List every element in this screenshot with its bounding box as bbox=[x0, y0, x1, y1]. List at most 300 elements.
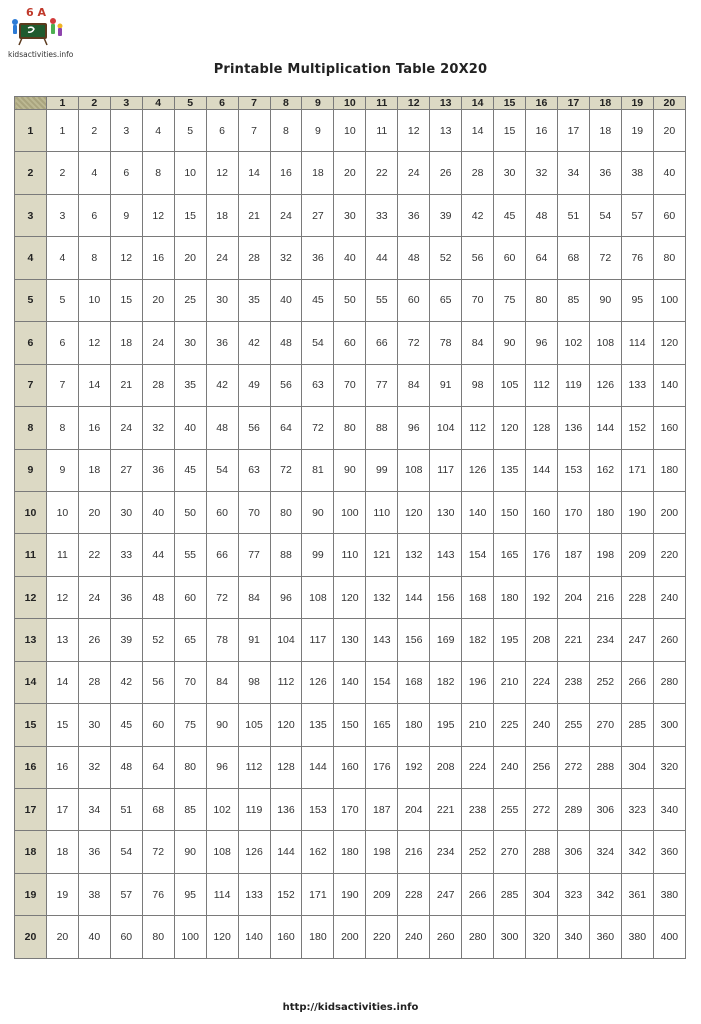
table-cell: 8 bbox=[46, 407, 78, 449]
table-cell: 220 bbox=[653, 534, 685, 576]
table-cell: 144 bbox=[302, 746, 334, 788]
table-cell: 60 bbox=[334, 322, 366, 364]
table-cell: 182 bbox=[430, 661, 462, 703]
table-cell: 144 bbox=[270, 831, 302, 873]
table-cell: 8 bbox=[78, 237, 110, 279]
table-cell: 2 bbox=[46, 152, 78, 194]
table-cell: 323 bbox=[621, 789, 653, 831]
table-cell: 32 bbox=[270, 237, 302, 279]
table-cell: 40 bbox=[334, 237, 366, 279]
table-cell: 171 bbox=[302, 873, 334, 915]
table-cell: 209 bbox=[366, 873, 398, 915]
table-cell: 144 bbox=[526, 449, 558, 491]
table-cell: 180 bbox=[334, 831, 366, 873]
table-cell: 84 bbox=[238, 576, 270, 618]
table-cell: 16 bbox=[526, 110, 558, 152]
table-cell: 27 bbox=[302, 194, 334, 236]
table-row bbox=[15, 237, 686, 279]
table-cell: 136 bbox=[557, 407, 589, 449]
table-cell: 99 bbox=[366, 449, 398, 491]
column-header: 20 bbox=[653, 97, 685, 110]
table-cell: 153 bbox=[302, 789, 334, 831]
table-cell: 60 bbox=[398, 279, 430, 321]
page-title: Printable Multiplication Table 20X20 bbox=[213, 62, 488, 77]
table-cell: 361 bbox=[621, 873, 653, 915]
table-cell: 360 bbox=[653, 831, 685, 873]
row-header: 19 bbox=[15, 873, 47, 915]
table-cell: 360 bbox=[589, 916, 621, 959]
table-cell: 200 bbox=[334, 916, 366, 959]
table-cell: 100 bbox=[174, 916, 206, 959]
table-cell: 252 bbox=[589, 661, 621, 703]
table-cell: 228 bbox=[398, 873, 430, 915]
table-cell: 14 bbox=[46, 661, 78, 703]
table-cell: 150 bbox=[494, 491, 526, 533]
table-row bbox=[15, 449, 686, 491]
table-row bbox=[15, 194, 686, 236]
table-cell: 49 bbox=[238, 364, 270, 406]
table-cell: 135 bbox=[494, 449, 526, 491]
table-cell: 270 bbox=[589, 704, 621, 746]
table-cell: 36 bbox=[142, 449, 174, 491]
table-cell: 200 bbox=[653, 491, 685, 533]
table-cell: 98 bbox=[462, 364, 494, 406]
row-header: 3 bbox=[15, 194, 47, 236]
table-cell: 45 bbox=[110, 704, 142, 746]
table-cell: 24 bbox=[270, 194, 302, 236]
table-row bbox=[15, 279, 686, 321]
table-cell: 63 bbox=[238, 449, 270, 491]
table-cell: 306 bbox=[589, 789, 621, 831]
table-cell: 95 bbox=[174, 873, 206, 915]
table-cell: 64 bbox=[526, 237, 558, 279]
table-cell: 160 bbox=[270, 916, 302, 959]
table-cell: 60 bbox=[494, 237, 526, 279]
column-header: 1 bbox=[46, 97, 78, 110]
table-cell: 3 bbox=[46, 194, 78, 236]
table-cell: 1 bbox=[46, 110, 78, 152]
table-cell: 234 bbox=[430, 831, 462, 873]
table-cell: 171 bbox=[621, 449, 653, 491]
table-cell: 285 bbox=[494, 873, 526, 915]
row-header: 10 bbox=[15, 491, 47, 533]
table-cell: 16 bbox=[270, 152, 302, 194]
table-cell: 98 bbox=[238, 661, 270, 703]
table-cell: 42 bbox=[110, 661, 142, 703]
table-cell: 300 bbox=[494, 916, 526, 959]
table-cell: 136 bbox=[270, 789, 302, 831]
table-cell: 12 bbox=[398, 110, 430, 152]
site-logo[interactable] bbox=[8, 4, 78, 60]
table-cell: 12 bbox=[110, 237, 142, 279]
column-header: 11 bbox=[366, 97, 398, 110]
table-cell: 17 bbox=[557, 110, 589, 152]
table-cell: 228 bbox=[621, 576, 653, 618]
table-cell: 288 bbox=[526, 831, 558, 873]
table-cell: 210 bbox=[462, 704, 494, 746]
table-row bbox=[15, 916, 686, 959]
table-cell: 182 bbox=[462, 619, 494, 661]
corner-cell bbox=[15, 97, 47, 110]
table-cell: 255 bbox=[494, 789, 526, 831]
table-cell: 304 bbox=[526, 873, 558, 915]
table-cell: 6 bbox=[46, 322, 78, 364]
table-cell: 85 bbox=[557, 279, 589, 321]
table-cell: 102 bbox=[206, 789, 238, 831]
table-cell: 19 bbox=[621, 110, 653, 152]
table-cell: 108 bbox=[589, 322, 621, 364]
table-cell: 120 bbox=[398, 491, 430, 533]
table-cell: 56 bbox=[142, 661, 174, 703]
table-cell: 105 bbox=[238, 704, 270, 746]
table-cell: 119 bbox=[557, 364, 589, 406]
table-cell: 255 bbox=[557, 704, 589, 746]
table-row bbox=[15, 789, 686, 831]
table-row bbox=[15, 831, 686, 873]
table-cell: 28 bbox=[142, 364, 174, 406]
table-cell: 36 bbox=[302, 237, 334, 279]
table-cell: 225 bbox=[494, 704, 526, 746]
column-header: 8 bbox=[270, 97, 302, 110]
table-cell: 320 bbox=[526, 916, 558, 959]
table-cell: 247 bbox=[621, 619, 653, 661]
table-cell: 40 bbox=[78, 916, 110, 959]
table-cell: 18 bbox=[302, 152, 334, 194]
table-cell: 30 bbox=[334, 194, 366, 236]
table-row bbox=[15, 322, 686, 364]
table-cell: 208 bbox=[526, 619, 558, 661]
table-cell: 128 bbox=[526, 407, 558, 449]
table-cell: 88 bbox=[366, 407, 398, 449]
row-header: 13 bbox=[15, 619, 47, 661]
table-cell: 2 bbox=[78, 110, 110, 152]
row-header: 16 bbox=[15, 746, 47, 788]
table-row bbox=[15, 576, 686, 618]
table-cell: 63 bbox=[302, 364, 334, 406]
table-cell: 117 bbox=[302, 619, 334, 661]
column-header: 9 bbox=[302, 97, 334, 110]
table-cell: 16 bbox=[142, 237, 174, 279]
table-cell: 160 bbox=[526, 491, 558, 533]
table-cell: 40 bbox=[174, 407, 206, 449]
row-header: 2 bbox=[15, 152, 47, 194]
table-cell: 18 bbox=[110, 322, 142, 364]
table-cell: 90 bbox=[174, 831, 206, 873]
table-cell: 10 bbox=[46, 491, 78, 533]
table-cell: 110 bbox=[366, 491, 398, 533]
table-cell: 180 bbox=[302, 916, 334, 959]
table-cell: 56 bbox=[270, 364, 302, 406]
table-cell: 221 bbox=[430, 789, 462, 831]
table-cell: 114 bbox=[621, 322, 653, 364]
table-cell: 64 bbox=[142, 746, 174, 788]
table-cell: 24 bbox=[206, 237, 238, 279]
table-cell: 80 bbox=[174, 746, 206, 788]
table-cell: 90 bbox=[494, 322, 526, 364]
table-cell: 187 bbox=[366, 789, 398, 831]
table-cell: 7 bbox=[46, 364, 78, 406]
table-cell: 144 bbox=[589, 407, 621, 449]
table-cell: 204 bbox=[557, 576, 589, 618]
table-cell: 120 bbox=[270, 704, 302, 746]
table-cell: 180 bbox=[494, 576, 526, 618]
table-cell: 80 bbox=[334, 407, 366, 449]
table-cell: 84 bbox=[462, 322, 494, 364]
table-cell: 100 bbox=[334, 491, 366, 533]
table-cell: 234 bbox=[589, 619, 621, 661]
column-header: 15 bbox=[494, 97, 526, 110]
table-cell: 18 bbox=[206, 194, 238, 236]
table-cell: 54 bbox=[589, 194, 621, 236]
table-cell: 152 bbox=[270, 873, 302, 915]
column-header: 12 bbox=[398, 97, 430, 110]
table-cell: 216 bbox=[589, 576, 621, 618]
table-cell: 19 bbox=[46, 873, 78, 915]
table-cell: 54 bbox=[110, 831, 142, 873]
table-cell: 240 bbox=[653, 576, 685, 618]
table-cell: 30 bbox=[78, 704, 110, 746]
table-cell: 120 bbox=[206, 916, 238, 959]
table-cell: 48 bbox=[206, 407, 238, 449]
table-cell: 76 bbox=[621, 237, 653, 279]
table-cell: 14 bbox=[238, 152, 270, 194]
column-header: 7 bbox=[238, 97, 270, 110]
table-cell: 95 bbox=[621, 279, 653, 321]
table-cell: 15 bbox=[174, 194, 206, 236]
table-cell: 153 bbox=[557, 449, 589, 491]
column-header: 16 bbox=[526, 97, 558, 110]
row-header: 20 bbox=[15, 916, 47, 959]
table-row bbox=[15, 407, 686, 449]
table-cell: 20 bbox=[334, 152, 366, 194]
table-cell: 56 bbox=[462, 237, 494, 279]
table-cell: 342 bbox=[621, 831, 653, 873]
table-body bbox=[15, 110, 686, 959]
table-cell: 24 bbox=[78, 576, 110, 618]
table-cell: 17 bbox=[46, 789, 78, 831]
table-cell: 4 bbox=[46, 237, 78, 279]
table-cell: 208 bbox=[430, 746, 462, 788]
table-row bbox=[15, 619, 686, 661]
table-cell: 324 bbox=[589, 831, 621, 873]
table-cell: 80 bbox=[142, 916, 174, 959]
table-cell: 32 bbox=[526, 152, 558, 194]
table-cell: 18 bbox=[78, 449, 110, 491]
table-cell: 27 bbox=[110, 449, 142, 491]
table-cell: 9 bbox=[302, 110, 334, 152]
table-row bbox=[15, 873, 686, 915]
column-header: 3 bbox=[110, 97, 142, 110]
table-cell: 238 bbox=[462, 789, 494, 831]
table-cell: 96 bbox=[206, 746, 238, 788]
table-cell: 220 bbox=[366, 916, 398, 959]
table-cell: 180 bbox=[398, 704, 430, 746]
table-cell: 60 bbox=[174, 576, 206, 618]
row-header: 12 bbox=[15, 576, 47, 618]
table-cell: 14 bbox=[78, 364, 110, 406]
table-cell: 90 bbox=[206, 704, 238, 746]
row-header: 6 bbox=[15, 322, 47, 364]
table-cell: 126 bbox=[302, 661, 334, 703]
column-header: 6 bbox=[206, 97, 238, 110]
row-header: 4 bbox=[15, 237, 47, 279]
table-cell: 187 bbox=[557, 534, 589, 576]
table-cell: 304 bbox=[621, 746, 653, 788]
table-cell: 280 bbox=[462, 916, 494, 959]
table-cell: 9 bbox=[110, 194, 142, 236]
table-cell: 156 bbox=[398, 619, 430, 661]
row-header: 11 bbox=[15, 534, 47, 576]
row-header: 1 bbox=[15, 110, 47, 152]
table-cell: 20 bbox=[653, 110, 685, 152]
table-cell: 108 bbox=[302, 576, 334, 618]
table-cell: 24 bbox=[398, 152, 430, 194]
table-cell: 6 bbox=[110, 152, 142, 194]
table-cell: 176 bbox=[526, 534, 558, 576]
table-cell: 80 bbox=[526, 279, 558, 321]
table-cell: 170 bbox=[334, 789, 366, 831]
table-cell: 54 bbox=[206, 449, 238, 491]
table-cell: 154 bbox=[366, 661, 398, 703]
row-header: 9 bbox=[15, 449, 47, 491]
table-cell: 26 bbox=[78, 619, 110, 661]
column-header: 18 bbox=[589, 97, 621, 110]
table-cell: 140 bbox=[238, 916, 270, 959]
table-cell: 204 bbox=[398, 789, 430, 831]
table-cell: 48 bbox=[142, 576, 174, 618]
table-cell: 221 bbox=[557, 619, 589, 661]
table-cell: 285 bbox=[621, 704, 653, 746]
table-cell: 48 bbox=[110, 746, 142, 788]
table-cell: 68 bbox=[557, 237, 589, 279]
table-cell: 105 bbox=[494, 364, 526, 406]
table-cell: 33 bbox=[366, 194, 398, 236]
table-cell: 169 bbox=[430, 619, 462, 661]
table-cell: 40 bbox=[270, 279, 302, 321]
table-cell: 88 bbox=[270, 534, 302, 576]
table-cell: 108 bbox=[206, 831, 238, 873]
table-cell: 42 bbox=[238, 322, 270, 364]
table-cell: 75 bbox=[494, 279, 526, 321]
table-cell: 96 bbox=[398, 407, 430, 449]
table-cell: 60 bbox=[110, 916, 142, 959]
table-cell: 48 bbox=[526, 194, 558, 236]
table-cell: 15 bbox=[110, 279, 142, 321]
footer-url[interactable]: http://kidsactivities.info bbox=[282, 1002, 419, 1013]
table-cell: 210 bbox=[494, 661, 526, 703]
table-cell: 36 bbox=[206, 322, 238, 364]
table-cell: 12 bbox=[46, 576, 78, 618]
table-cell: 162 bbox=[302, 831, 334, 873]
column-header: 14 bbox=[462, 97, 494, 110]
table-cell: 76 bbox=[142, 873, 174, 915]
table-row bbox=[15, 746, 686, 788]
table-cell: 192 bbox=[398, 746, 430, 788]
table-cell: 114 bbox=[206, 873, 238, 915]
table-cell: 91 bbox=[430, 364, 462, 406]
table-cell: 13 bbox=[46, 619, 78, 661]
table-cell: 78 bbox=[206, 619, 238, 661]
table-cell: 196 bbox=[462, 661, 494, 703]
row-header: 5 bbox=[15, 279, 47, 321]
table-cell: 140 bbox=[653, 364, 685, 406]
table-cell: 144 bbox=[398, 576, 430, 618]
table-cell: 198 bbox=[589, 534, 621, 576]
column-header: 10 bbox=[334, 97, 366, 110]
table-cell: 36 bbox=[110, 576, 142, 618]
table-cell: 100 bbox=[653, 279, 685, 321]
table-cell: 30 bbox=[206, 279, 238, 321]
table-cell: 35 bbox=[174, 364, 206, 406]
table-cell: 380 bbox=[621, 916, 653, 959]
table-cell: 12 bbox=[142, 194, 174, 236]
column-header: 13 bbox=[430, 97, 462, 110]
table-cell: 162 bbox=[589, 449, 621, 491]
table-row bbox=[15, 152, 686, 194]
logo-site-name: kidsactivities.info bbox=[8, 50, 74, 59]
table-cell: 11 bbox=[46, 534, 78, 576]
table-cell: 68 bbox=[142, 789, 174, 831]
table-cell: 126 bbox=[589, 364, 621, 406]
table-cell: 240 bbox=[398, 916, 430, 959]
table-cell: 26 bbox=[430, 152, 462, 194]
table-cell: 10 bbox=[174, 152, 206, 194]
table-cell: 36 bbox=[398, 194, 430, 236]
table-cell: 44 bbox=[142, 534, 174, 576]
table-cell: 30 bbox=[494, 152, 526, 194]
table-cell: 35 bbox=[238, 279, 270, 321]
table-row bbox=[15, 704, 686, 746]
table-cell: 21 bbox=[238, 194, 270, 236]
table-cell: 266 bbox=[621, 661, 653, 703]
column-header: 2 bbox=[78, 97, 110, 110]
table-cell: 130 bbox=[334, 619, 366, 661]
row-header: 17 bbox=[15, 789, 47, 831]
table-cell: 32 bbox=[142, 407, 174, 449]
table-cell: 195 bbox=[430, 704, 462, 746]
table-cell: 72 bbox=[398, 322, 430, 364]
table-cell: 280 bbox=[653, 661, 685, 703]
table-cell: 21 bbox=[110, 364, 142, 406]
table-cell: 340 bbox=[653, 789, 685, 831]
table-cell: 102 bbox=[557, 322, 589, 364]
table-cell: 133 bbox=[238, 873, 270, 915]
table-cell: 165 bbox=[494, 534, 526, 576]
table-cell: 36 bbox=[589, 152, 621, 194]
table-cell: 160 bbox=[653, 407, 685, 449]
table-cell: 6 bbox=[78, 194, 110, 236]
table-cell: 90 bbox=[302, 491, 334, 533]
table-cell: 195 bbox=[494, 619, 526, 661]
table-cell: 156 bbox=[430, 576, 462, 618]
table-cell: 55 bbox=[366, 279, 398, 321]
table-cell: 96 bbox=[526, 322, 558, 364]
table-cell: 42 bbox=[462, 194, 494, 236]
column-header: 19 bbox=[621, 97, 653, 110]
table-cell: 198 bbox=[366, 831, 398, 873]
table-cell: 96 bbox=[270, 576, 302, 618]
table-row bbox=[15, 110, 686, 152]
table-cell: 40 bbox=[653, 152, 685, 194]
table-cell: 72 bbox=[206, 576, 238, 618]
table-cell: 6 bbox=[206, 110, 238, 152]
table-cell: 70 bbox=[238, 491, 270, 533]
table-cell: 209 bbox=[621, 534, 653, 576]
table-cell: 81 bbox=[302, 449, 334, 491]
table-cell: 60 bbox=[206, 491, 238, 533]
table-cell: 24 bbox=[110, 407, 142, 449]
row-header: 7 bbox=[15, 364, 47, 406]
